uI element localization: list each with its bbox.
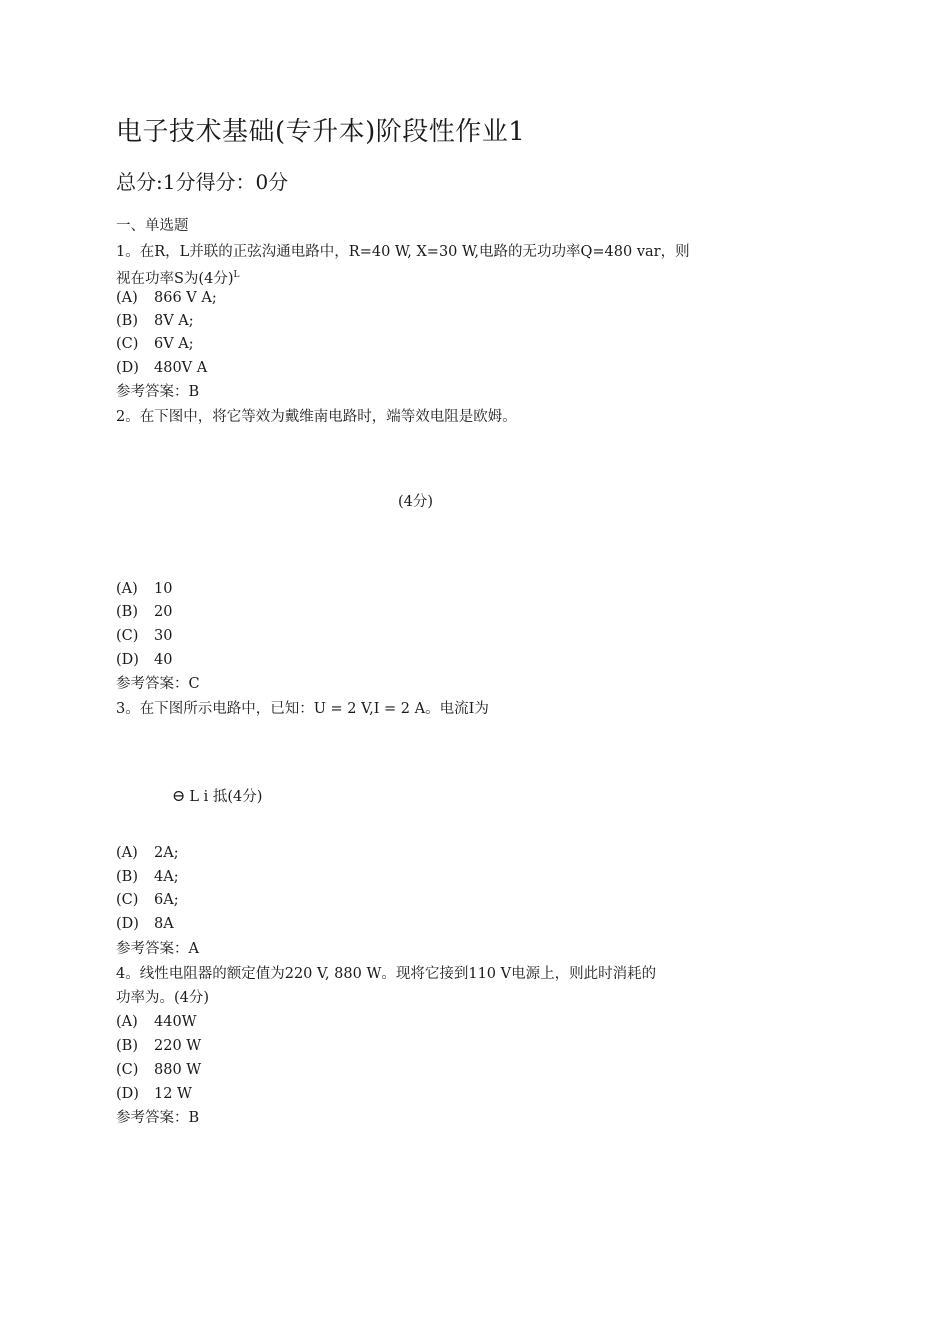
question-4-option-d <box>116 1082 192 1106</box>
option-label: (D) <box>116 1086 139 1102</box>
option-label: (C) <box>116 628 139 644</box>
option-text: 12 W <box>154 1086 192 1102</box>
option-text: 480V A <box>154 360 208 376</box>
question-3-option-c <box>116 888 179 912</box>
question-4-option-c <box>116 1058 201 1082</box>
option-text: 8A <box>154 916 174 932</box>
question-1-answer: 参考答案：B <box>116 384 200 400</box>
option-text: 440W <box>154 1014 197 1030</box>
option-label: (C) <box>116 336 139 352</box>
question-2-option-d <box>116 648 172 672</box>
question-3-option-b <box>116 865 179 889</box>
question-4-stem-cont: 功率为。(4分) <box>116 990 210 1006</box>
question-3-option-a <box>116 841 179 865</box>
option-text: 10 <box>154 581 173 597</box>
option-text: 866 V A; <box>154 290 217 306</box>
option-label: (D) <box>116 916 139 932</box>
question-3-option-d <box>116 912 174 936</box>
question-1-option-d <box>116 356 207 380</box>
question-2-option-b <box>116 600 172 624</box>
option-text: 8V A; <box>154 313 194 329</box>
option-label: (D) <box>116 652 139 668</box>
question-3-figure-caption: L i 抵(4分) <box>189 789 263 805</box>
option-label: (A) <box>116 845 138 861</box>
question-4-answer: 参考答案：B <box>116 1110 200 1126</box>
question-1-option-c <box>116 332 194 356</box>
question-1-mark: L <box>233 270 240 280</box>
section-heading: 一、单选题 <box>116 218 189 234</box>
option-label: (B) <box>116 604 138 620</box>
question-4-option-a <box>116 1010 197 1034</box>
question-3-stem: 3。在下图所示电路中，已知：U = 2 V,I = 2 A。电流I为 <box>116 701 489 717</box>
option-text: 2A; <box>154 845 179 861</box>
question-4-option-b <box>116 1034 201 1058</box>
question-2-option-c <box>116 624 172 648</box>
question-2-answer: 参考答案：C <box>116 676 200 692</box>
option-label: (C) <box>116 1062 139 1078</box>
question-4-stem: 4。线性电阻器的额定值为220 V, 880 W。现将它接到110 V电源上，则此时消耗的 <box>116 966 657 982</box>
option-label: (B) <box>116 869 138 885</box>
score-line: 总分:1分得分：0分 <box>116 170 289 194</box>
option-text: 6V A; <box>154 336 194 352</box>
question-2-option-a <box>116 577 172 601</box>
option-text: 40 <box>154 652 173 668</box>
option-label: (A) <box>116 1014 138 1030</box>
option-text: 880 W <box>154 1062 202 1078</box>
option-label: (B) <box>116 313 138 329</box>
option-text: 4A; <box>154 869 179 885</box>
option-label: (D) <box>116 360 139 376</box>
question-1-option-b <box>116 309 194 333</box>
option-text: 220 W <box>154 1038 202 1054</box>
question-1-stem: 1。在R，L并联的正弦沟通电路中，R=40 W, X=30 W,电路的无功功率Q=480 var，则 <box>116 244 690 260</box>
option-label: (A) <box>116 290 138 306</box>
option-label: (A) <box>116 581 138 597</box>
question-1-option-a <box>116 286 217 310</box>
question-1-stem-line2: 视在功率S为(4分) <box>116 270 234 287</box>
circuit-symbol-icon: ⊖ <box>172 786 186 805</box>
question-2-figure-caption: (4分) <box>398 494 434 510</box>
question-3-figure <box>172 784 262 809</box>
question-3-answer: 参考答案：A <box>116 941 199 957</box>
option-label: (C) <box>116 892 139 908</box>
option-text: 20 <box>154 604 173 620</box>
question-2-stem: 2。在下图中，将它等效为戴维南电路时，端等效电阻是欧姆。 <box>116 409 517 425</box>
option-label: (B) <box>116 1038 138 1054</box>
option-text: 30 <box>154 628 173 644</box>
option-text: 6A; <box>154 892 179 908</box>
document-title: 电子技术基础(专升本)阶段性作业1 <box>116 117 526 147</box>
